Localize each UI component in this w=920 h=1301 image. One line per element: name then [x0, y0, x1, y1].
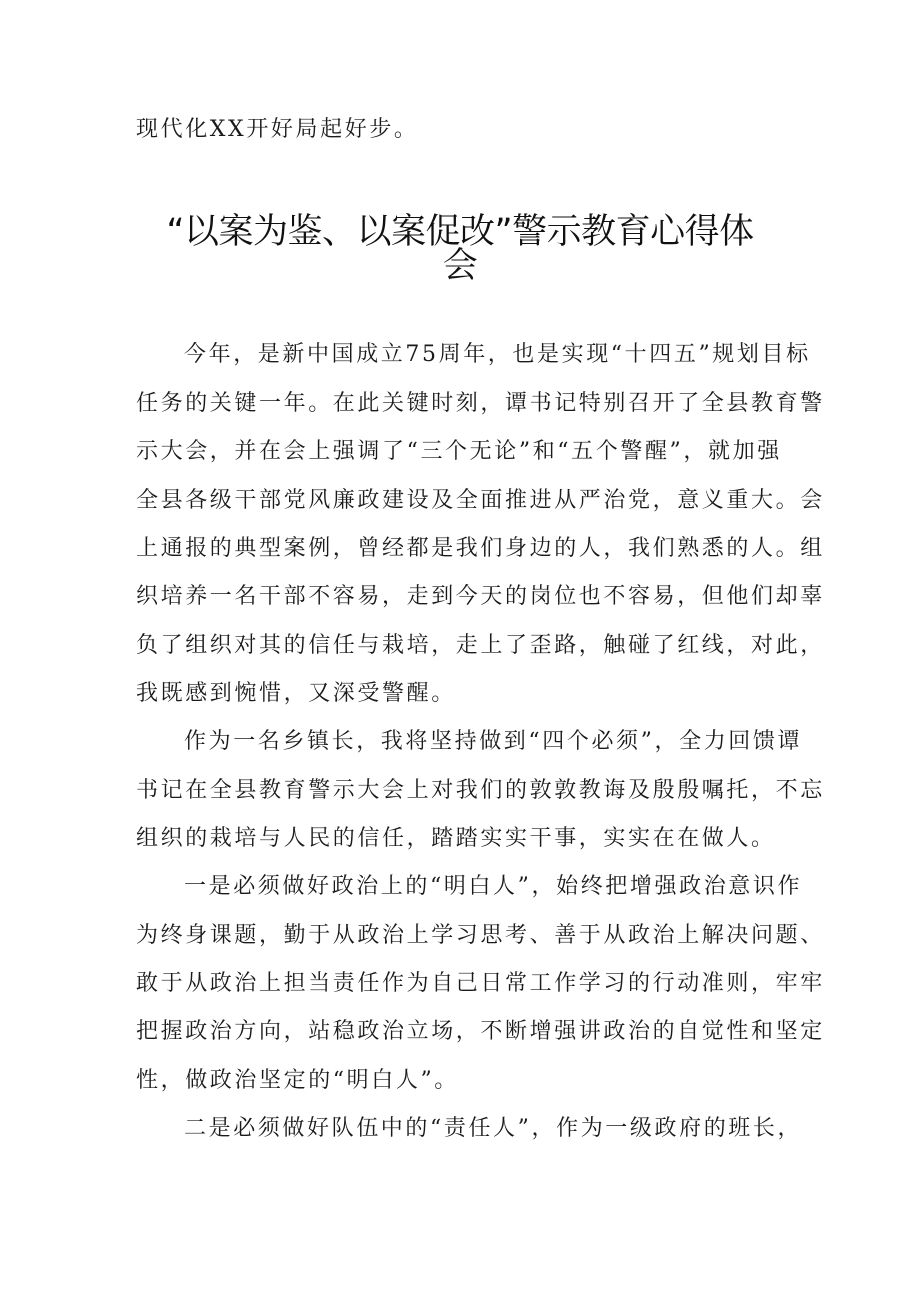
- body-line: 任务的关键一年。在此关键时刻，谭书记特别召开了全县教育警: [136, 391, 825, 416]
- body-line: 织培养一名干部不容易，走到今天的岗位也不容易，但他们却辜: [136, 584, 825, 609]
- body-line: 今年，是新中国成立75周年，也是实现“十四五”规划目标: [184, 342, 811, 367]
- body-line: 示大会，并在会上强调了“三个无论”和“五个警醒”，就加强: [136, 439, 782, 464]
- body-line: 我既感到惋惜，又深受警醒。: [136, 681, 456, 706]
- body-line: 作为一名乡镇长，我将坚持做到“四个必须”，全力回馈谭: [184, 729, 803, 754]
- document-title-line-1: “以案为鉴、以案促改”警示教育心得体: [166, 212, 754, 252]
- document-title-line-2: 会: [442, 246, 478, 286]
- body-line: 负了组织对其的信任与栽培，走上了歪路，触碰了红线，对此，: [136, 633, 825, 658]
- body-line: 二是必须做好队伍中的“责任人”，作为一级政府的班长，: [184, 1116, 803, 1141]
- body-line: 一是必须做好政治上的“明白人”，始终把增强政治意识作: [184, 874, 803, 899]
- body-line: 全县各级干部党风廉政建设及全面推进从严治党，意义重大。会: [136, 488, 825, 513]
- body-line: 敢于从政治上担当责任作为自己日常工作学习的行动准则，牢牢: [136, 971, 825, 996]
- body-line: 上通报的典型案例，曾经都是我们身边的人，我们熟悉的人。组: [136, 536, 825, 561]
- body-line: 为终身课题，勤于从政治上学习思考、善于从政治上解决问题、: [136, 923, 825, 948]
- body-line: 书记在全县教育警示大会上对我们的敦敦教诲及殷殷嘱托，不忘: [136, 778, 825, 803]
- continuation-line: 现代化XX开好局起好步。: [136, 117, 419, 142]
- body-line: 性，做政治坚定的“明白人”。: [136, 1068, 459, 1093]
- body-line: 把握政治方向，站稳政治立场，不断增强讲政治的自觉性和坚定: [136, 1019, 825, 1044]
- body-line: 组织的栽培与人民的信任，踏踏实实干事，实实在在做人。: [136, 826, 776, 851]
